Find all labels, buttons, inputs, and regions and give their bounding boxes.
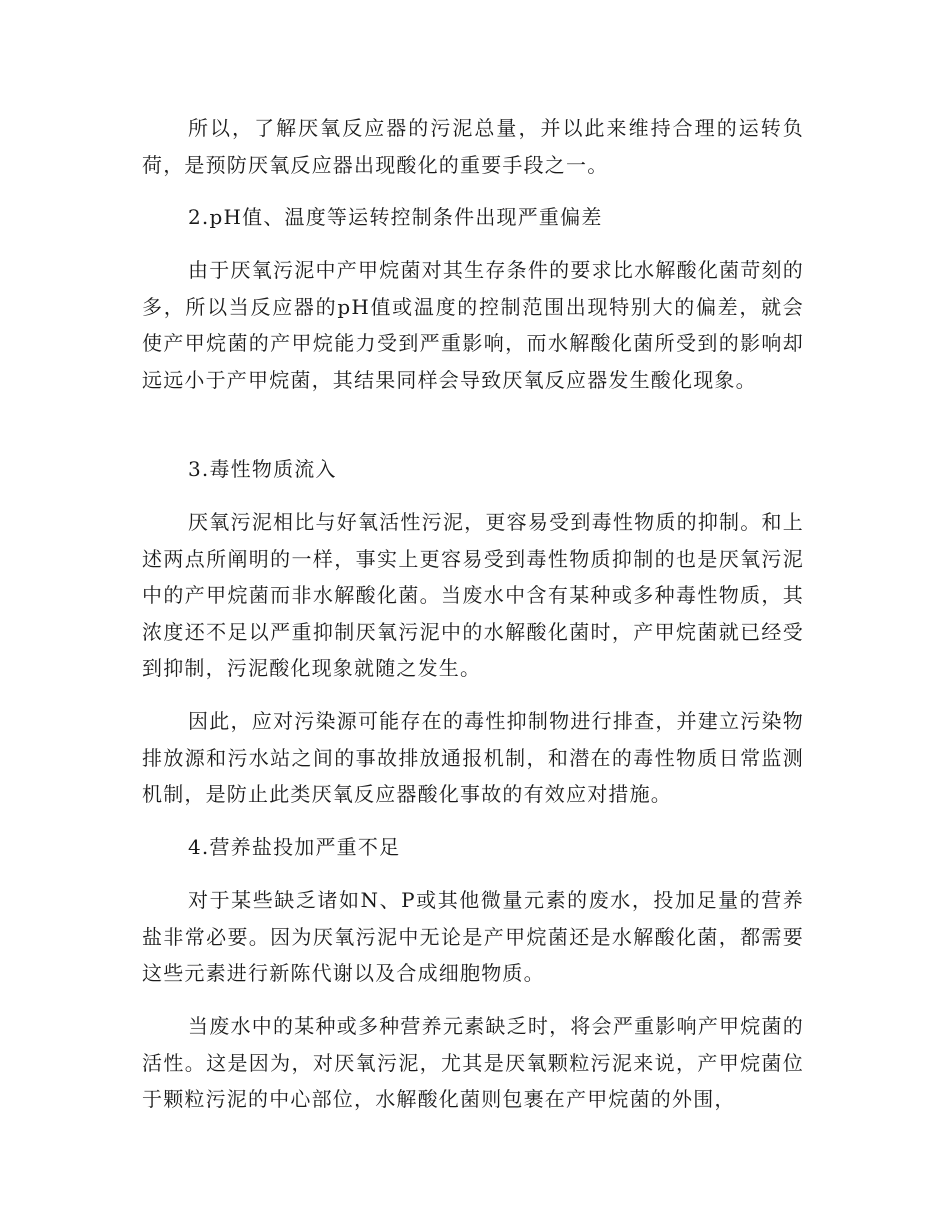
paragraph-toxic-substances: 厌氧污泥相比与好氧活性污泥，更容易受到毒性物质的抑制。和上述两点所阐明的一样，事实上更容易受到毒性物质抑制的也是厌氧污泥中的产甲烷菌而非水解酸化菌。当废水中含有某种或多种毒性物质，其浓度还不足以严重抑制厌氧污泥中的水解酸化菌时，产甲烷菌就已经受到抑制，污泥酸化现象就随之发生。 [142, 510, 804, 680]
section-heading-nutrients: 4.营养盐投加严重不足 [188, 835, 401, 859]
paragraph-nutrient-deficiency: 当废水中的某种或多种营养元素缺乏时，将会严重影响产甲烷菌的活性。这是因为，对厌氧污泥，尤其是厌氧颗粒污泥来说，产甲烷菌位于颗粒污泥的中心部位，水解酸化菌则包裹在产甲烷菌的外围， [142, 1014, 804, 1111]
paragraph-nutrient-need: 对于某些缺乏诸如N、P或其他微量元素的废水，投加足量的营养盐非常必要。因为厌氧污泥中无论是产甲烷菌还是水解酸化菌，都需要这些元素进行新陈代谢以及合成细胞物质。 [142, 888, 804, 985]
paragraph-toxic-countermeasures: 因此，应对污染源可能存在的毒性抑制物进行排查，并建立污染物排放源和污水站之间的事故排放通报机制，和潜在的毒性物质日常监测机制，是防止此类厌氧反应器酸化事故的有效应对措施。 [142, 709, 804, 806]
paragraph-ph-temperature: 由于厌氧污泥中产甲烷菌对其生存条件的要求比水解酸化菌苛刻的多，所以当反应器的pH值或温度的控制范围出现特别大的偏差，就会使产甲烷菌的产甲烷能力受到严重影响，而水解酸化菌所受到的影响却远远小于产甲烷菌，其结果同样会导致厌氧反应器发生酸化现象。 [142, 258, 804, 392]
section-heading-toxic-substances: 3.毒性物质流入 [188, 457, 337, 481]
paragraph-sludge-load: 所以，了解厌氧反应器的污泥总量，并以此来维持合理的运转负荷，是预防厌氧反应器出现酸化的重要手段之一。 [142, 116, 804, 177]
section-heading-ph-temperature: 2.pH值、温度等运转控制条件出现严重偏差 [188, 205, 603, 229]
